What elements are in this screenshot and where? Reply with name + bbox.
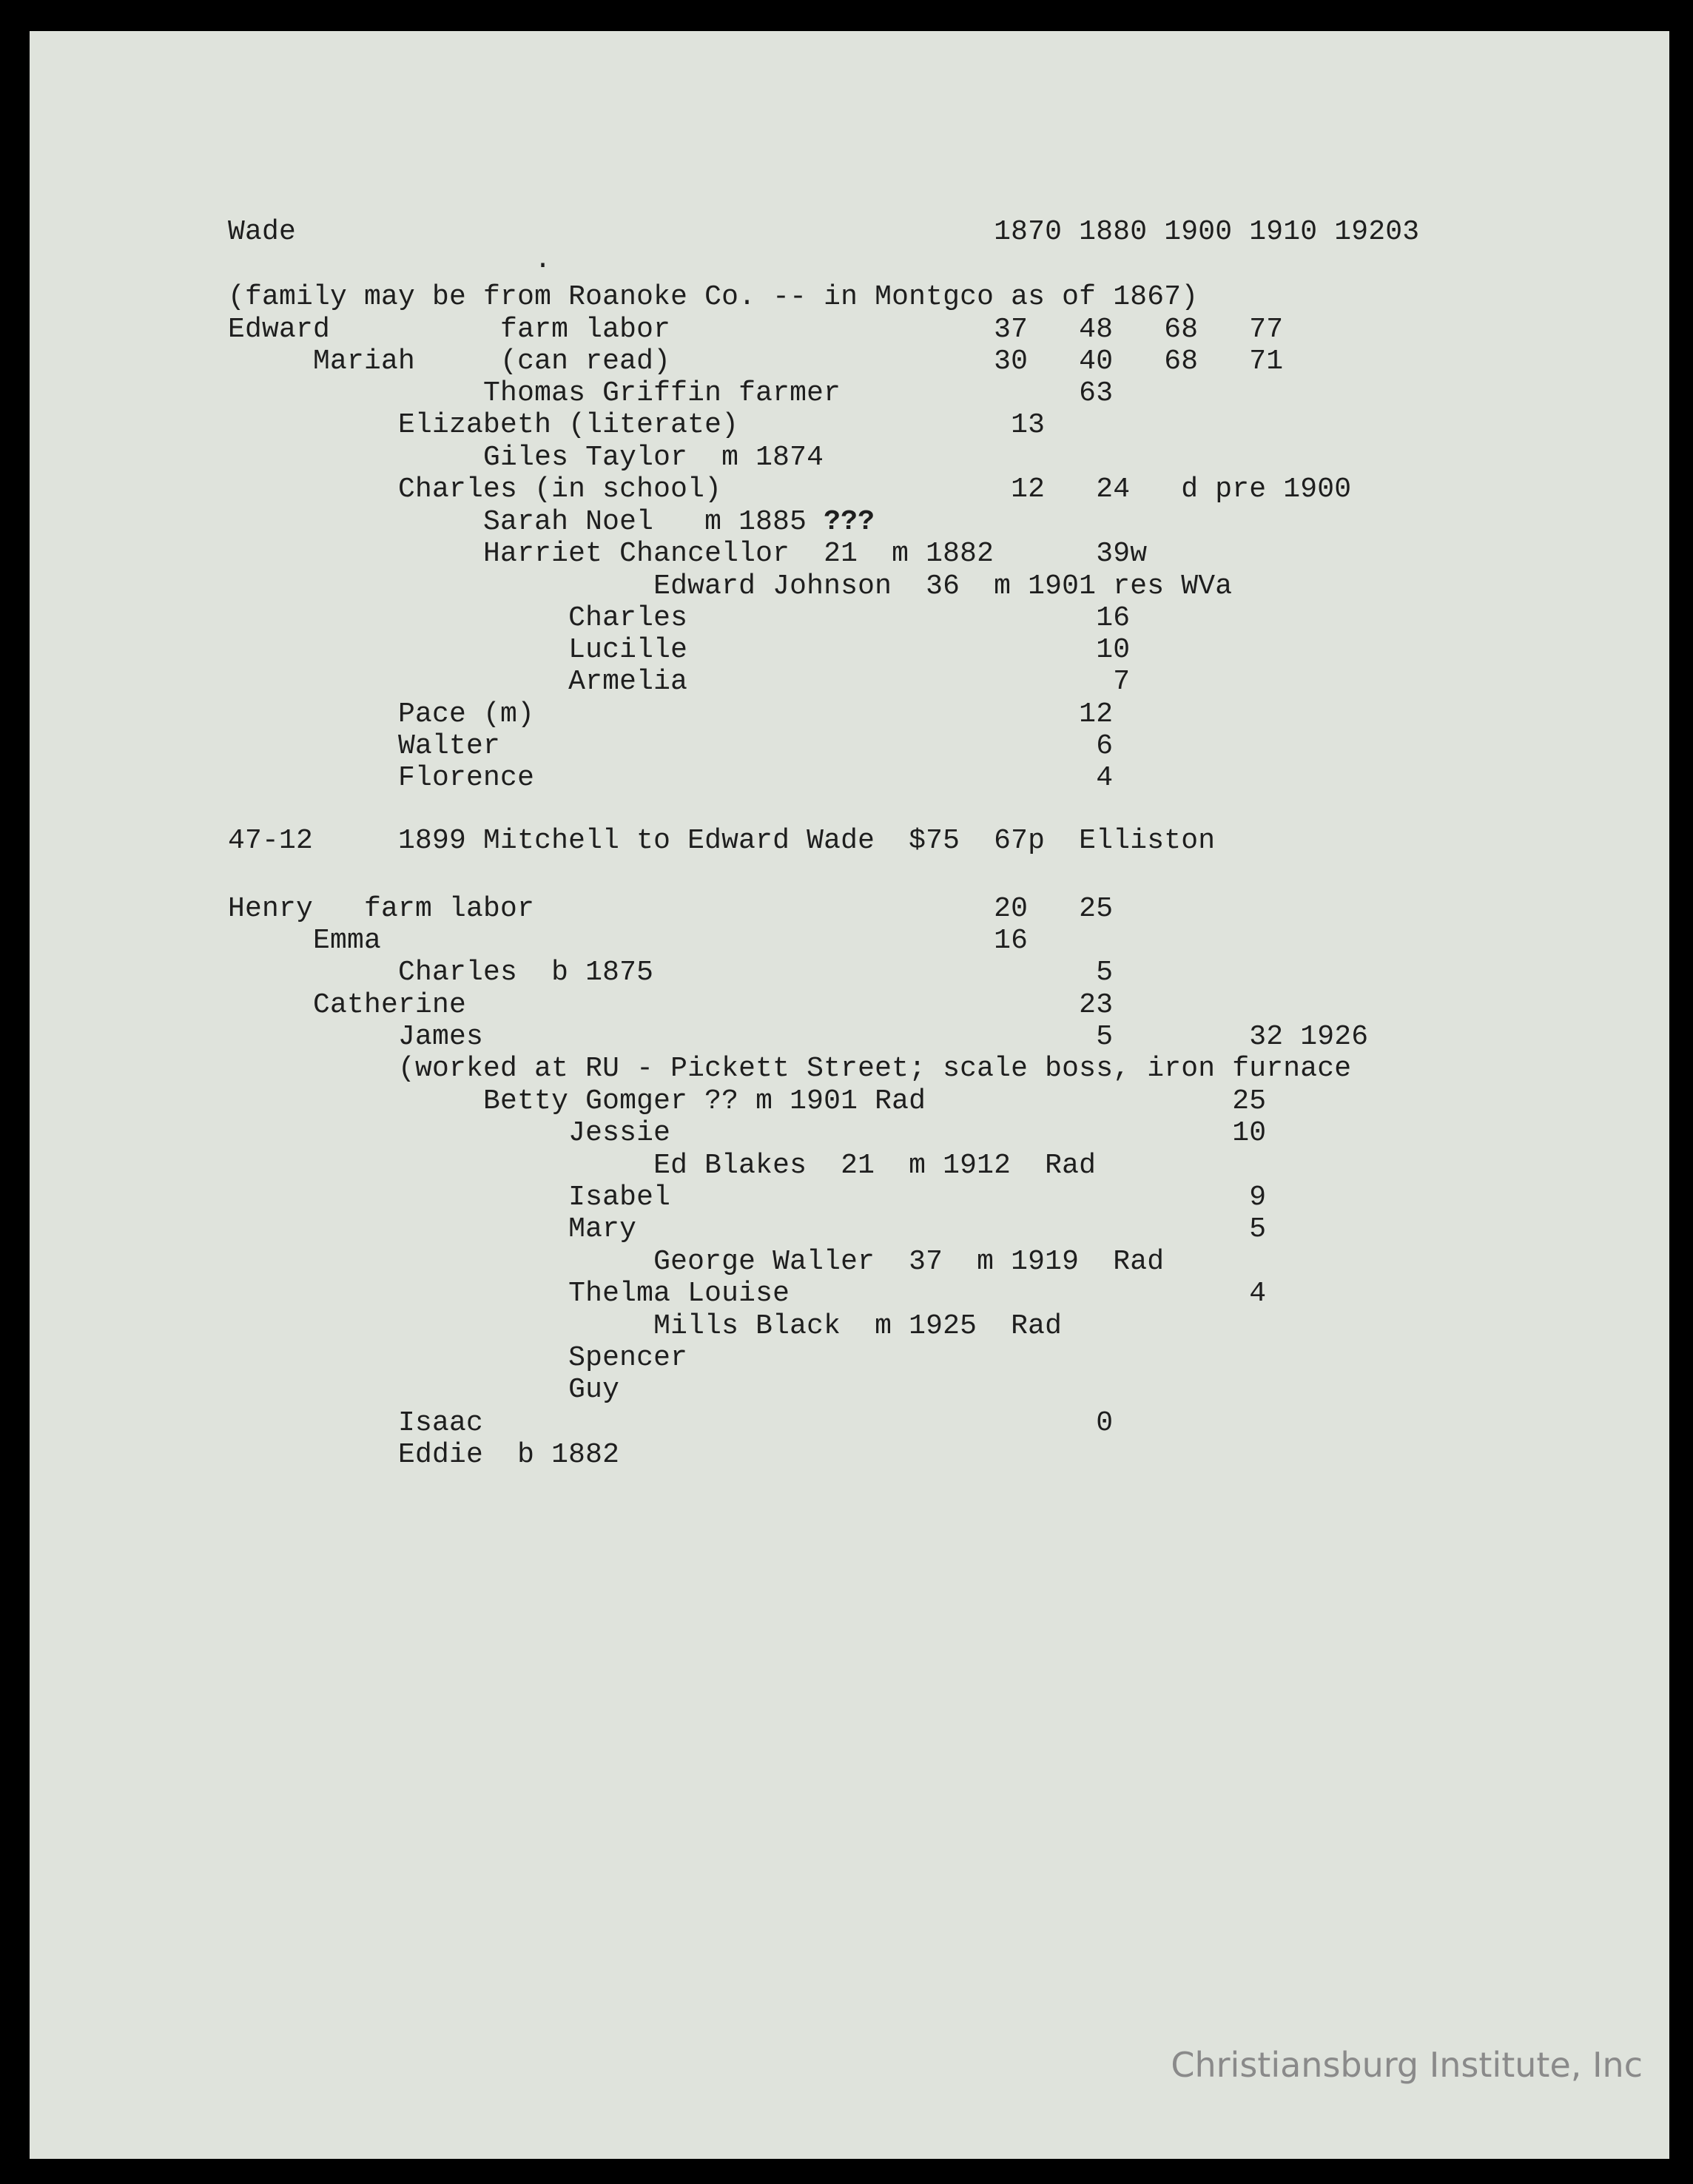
document-line: Guy xyxy=(228,1374,620,1406)
document-line: Walter 6 xyxy=(228,730,1114,762)
document-line: Eddie b 1882 xyxy=(228,1439,620,1471)
document-line: Elizabeth (literate) 13 xyxy=(228,409,1046,441)
uncertain-marker: ??? xyxy=(824,506,875,538)
document-line: Wade 1870 1880 1900 1910 19203 xyxy=(228,216,1420,248)
document-line: Henry farm labor 20 25 xyxy=(228,893,1114,925)
document-line: Ed Blakes 21 m 1912 Rad xyxy=(228,1150,1097,1182)
document-line: . xyxy=(228,244,552,276)
document-line: Mary 5 xyxy=(228,1213,1267,1245)
document-line: Armelia 7 xyxy=(228,666,1131,698)
document-line: (family may be from Roanoke Co. -- in Montgco as of 1867) xyxy=(228,281,1199,313)
watermark: Christiansburg Institute, Inc xyxy=(1171,2045,1643,2085)
document-line: Spencer xyxy=(228,1342,688,1374)
document-line: Isaac 0 xyxy=(228,1407,1114,1439)
document-line: Thelma Louise 4 xyxy=(228,1278,1267,1310)
document-page xyxy=(30,31,1669,2159)
document-line: Pace (m) 12 xyxy=(228,698,1114,730)
document-line: Florence 4 xyxy=(228,762,1114,794)
document-line: Isabel 9 xyxy=(228,1182,1267,1213)
document-line: Mills Black m 1925 Rad xyxy=(228,1310,1063,1342)
document-line: George Waller 37 m 1919 Rad xyxy=(228,1246,1165,1278)
document-line: Charles 16 xyxy=(228,602,1131,634)
document-line: Edward Johnson 36 m 1901 res WVa xyxy=(228,570,1233,602)
document-line: Charles (in school) 12 24 d pre 1900 xyxy=(228,473,1352,505)
document-line: Jessie 10 xyxy=(228,1117,1267,1149)
document-line: Lucille 10 xyxy=(228,634,1131,666)
document-line: Thomas Griffin farmer 63 xyxy=(228,377,1114,409)
document-line: Giles Taylor m 1874 xyxy=(228,442,824,473)
document-line: 47-12 1899 Mitchell to Edward Wade $75 67p Elliston xyxy=(228,825,1216,857)
document-line: Emma 16 xyxy=(228,925,1029,957)
document-line: Charles b 1875 5 xyxy=(228,957,1114,988)
document-line: Mariah (can read) 30 40 68 71 xyxy=(228,346,1284,377)
document-line: James 5 32 1926 xyxy=(228,1021,1369,1053)
document-line: Betty Gomger ?? m 1901 Rad 25 xyxy=(228,1085,1267,1117)
document-line: Catherine 23 xyxy=(228,989,1114,1021)
document-line: (worked at RU - Pickett Street; scale boss, iron furnace xyxy=(228,1053,1352,1085)
document-line: Harriet Chancellor 21 m 1882 39w xyxy=(228,538,1148,570)
document-line: Edward farm labor 37 48 68 77 xyxy=(228,314,1284,346)
document-line: Sarah Noel m 1885 ??? xyxy=(228,506,875,538)
